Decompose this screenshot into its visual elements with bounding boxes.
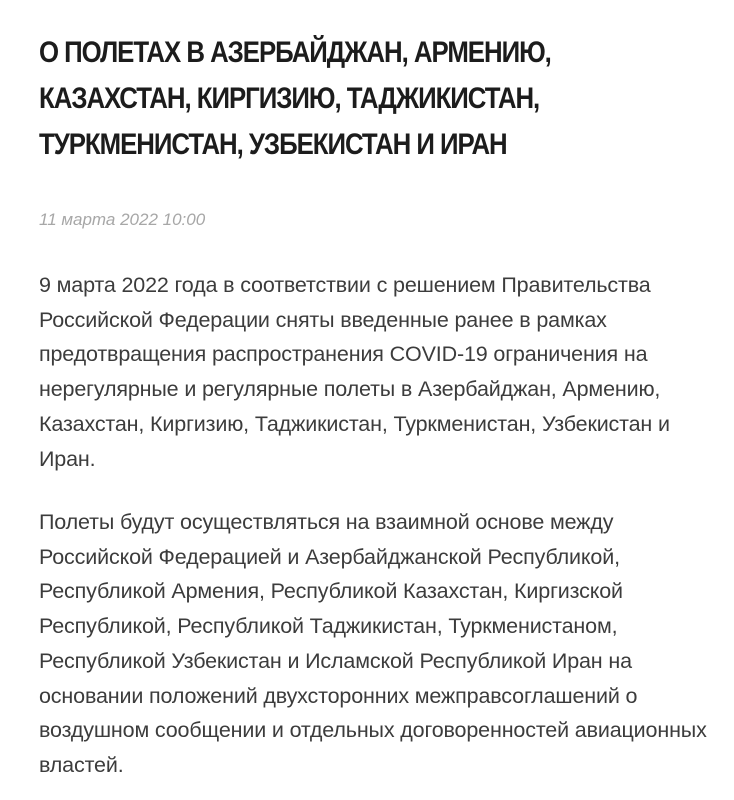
article-title: О ПОЛЕТАХ В АЗЕРБАЙДЖАН, АРМЕНИЮ, КАЗАХСТАН, КИРГИЗИЮ, ТАДЖИКИСТАН, ТУРКМЕНИСТАН, УЗБЕКИСТАН И ИРАН [39, 36, 551, 161]
article-paragraph-1: 9 марта 2022 года в соответствии с решением Правительства Российской Федерации сняты введенные ранее в рамках предотвращения распространения COVID-19 ограничения на нерегулярные и регулярные полеты в Азербайджан, Армению, Казахстан, Киргизию, Таджикистан, Туркменистан, Узбекистан и Иран. [39, 273, 670, 471]
article [39, 30, 711, 777]
article-paragraph-2: Полеты будут осуществляться на взаимной основе между Российской Федерацией и Азербайджанской Республикой, Республикой Армения, Республикой Казахстан, Киргизской Республикой, Республикой Таджикистан, Туркменистаном, Республикой Узбекистан и Исламской Республикой Иран на основании положений двухсторонних межправсоглашений о воздушном сообщении и отдельных договоренностей авиационных властей. [39, 510, 707, 777]
article-date: 11 марта 2022 10:00 [39, 210, 206, 229]
